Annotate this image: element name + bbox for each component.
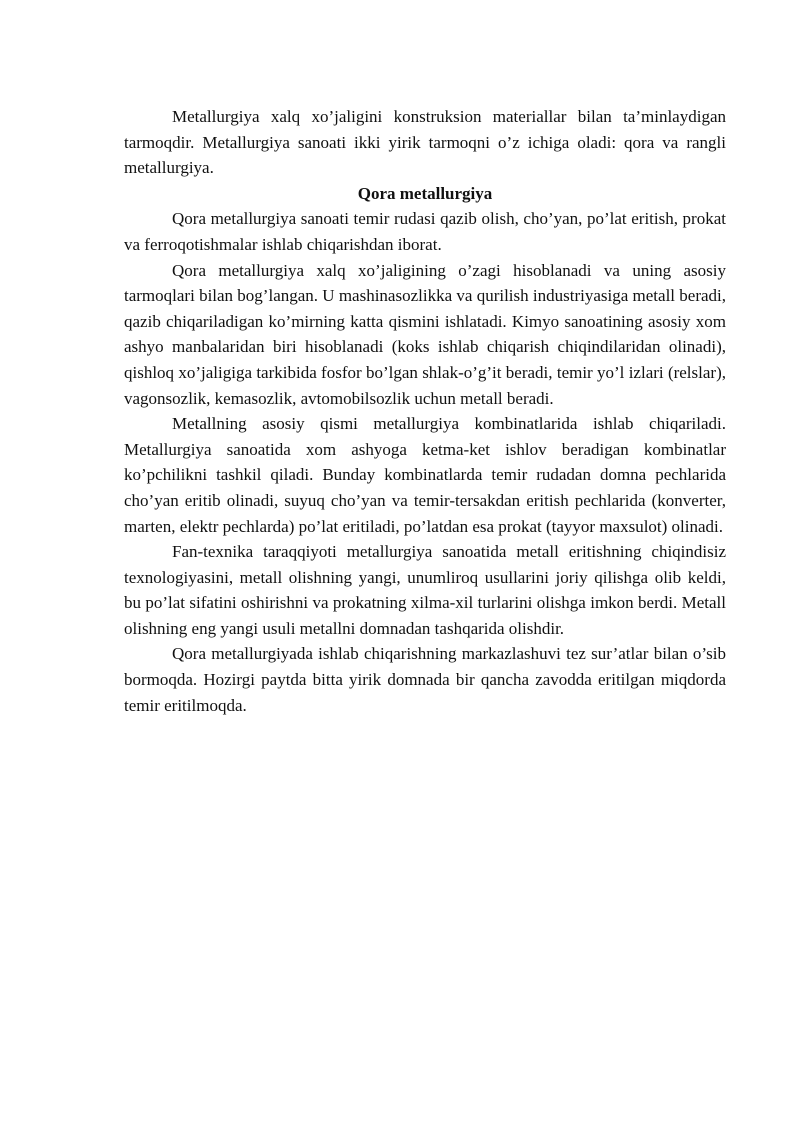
intro-paragraph: Metallurgiya xalq xo’jaligini konstruksion materiallar bilan ta’minlaydigan tarmoqdir. Metallurgiya sanoati ikki yirik tarmoqni o’z ichiga oladi: qora va rangli metallurgiya. [124,107,726,178]
paragraph-2: Qora metallurgiya xalq xo’jaligining o’zagi hisoblanadi va uning asosiy tarmoqlari bilan bog’langan. U mashinasozlikka va qurilish industriyasiga metall beradi, qazib chiqariladigan ko’mirning katta qismini ishlatadi. Kimyo sanoatining asosiy xom ashyo manbalaridan biri hisoblanadi (koks ishlab chiqarish chiqindilaridan olinadi), qishloq xo’jaligiga tarkibida fosfor bo’lgan shlak-o’g’it beradi, temir yo’l izlari (relslar), vagonsozlik, kemasozlik, avtomobilsozlik uchun metall beradi. [124,260,726,408]
paragraph-1: Qora metallurgiya sanoati temir rudasi qazib olish, cho’yan, po’lat eritish, prokat va ferroqotishmalar ishlab chiqarishdan iborat. [124,209,726,254]
paragraph-4: Fan-texnika taraqqiyoti metallurgiya sanoatida metall eritishning chiqindisiz texnologiyasini, metall olishning yangi, unumliroq usullarini joriy qilishga olib keldi, bu po’lat sifatini oshirishni va prokatning xilma-xil turlarini olishga imkon berdi. Metall olishning eng yangi usuli metallni domnadan tashqarida olishdir. [124,542,726,638]
paragraph-3: Metallning asosiy qismi metallurgiya kombinatlarida ishlab chiqariladi. Metallurgiya sanoatida xom ashyoga ketma-ket ishlov beradigan kombinatlar ko’pchilikni tashkil qiladi. Bunday kombinatlarda temir rudadan domna pechlarida cho’yan eritib olinadi, suyuq cho’yan va temir-tersakdan eritish pechlarida (konverter, marten, elektr pechlarda) po’lat eritiladi, po’latdan esa prokat (tayyor maxsulot) olinadi. [124,414,726,536]
paragraph-5: Qora metallurgiyada ishlab chiqarishning markazlashuvi tez sur’atlar bilan o’sib bormoqda. Hozirgi paytda bitta yirik domnada bir qancha zavodda eritilgan miqdorda temir eritilmoqda. [124,644,726,715]
section-heading: Qora metallurgiya [357,183,493,203]
document-body [124,104,726,718]
